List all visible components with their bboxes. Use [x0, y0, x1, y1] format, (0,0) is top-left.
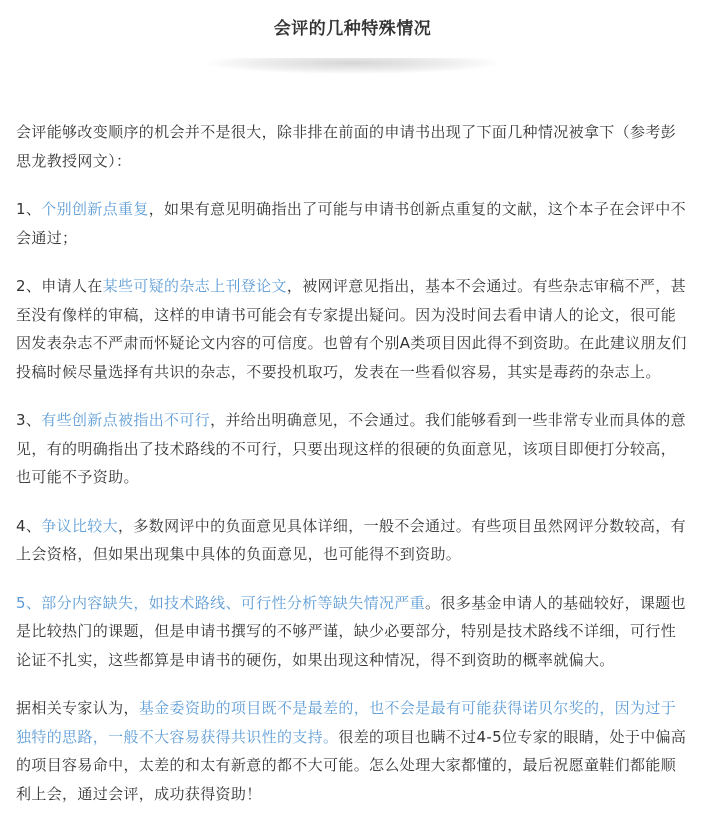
item-4-prefix: 4、	[16, 516, 42, 535]
item-1-text: ，如果有意见明确指出了可能与申请书创新点重复的文献，这个本子在会评中不会通过；	[16, 200, 686, 247]
item-3-highlight: 有些创新点被指出不可行	[41, 411, 211, 429]
item-4-text: ，多数网评中的负面意见具体详细，一般不会通过。有些项目虽然网评分数较高，有上会资格，但如果出现集中具体的负面意见，也可能得不到资助。	[16, 516, 686, 563]
conclusion-prefix: 据相关专家认为，	[16, 699, 139, 717]
item-2-prefix: 2、申请人在	[16, 277, 103, 295]
item-3-prefix: 3、	[16, 411, 42, 429]
article-body	[16, 118, 688, 828]
item-paragraph-4	[16, 512, 688, 569]
item-paragraph-5	[16, 589, 688, 675]
conclusion-paragraph	[16, 694, 688, 808]
conclusion-highlight: 基金委资助的项目既不是最差的，也不会是最有可能获得诺贝尔奖的，因为过于独特的思路，一般不大容易获得共识性的支持。	[16, 699, 677, 746]
item-2-text: ，被网评意见指出，基本不会通过。有些杂志审稿不严，甚至没有像样的审稿，这样的申请书可能会有专家提出疑问。因为没时间去看申请人的论文，很可能因发表杂志不严肃而怀疑论文内容的可信度。也曾有个别A类项目因此得不到资助。在此建议朋友们投稿时候尽量选择有共识的杂志，不要投机取巧，发表在一些看似容易，其实是毒药的杂志上。	[16, 277, 687, 381]
conclusion-text: 很差的项目也瞒不过4-5位专家的眼睛，处于中偏高的项目容易命中，太差的和太有新意的都不大可能。怎么处理大家都懂的，最后祝愿童鞋们都能顺利上会，通过会评，成功获得资助！	[16, 727, 687, 803]
item-4-highlight: 争议比较大	[41, 516, 119, 535]
item-1-highlight: 个别创新点重复	[41, 200, 149, 218]
item-3-text: ，并给出明确意见，不会通过。我们能够看到一些非常专业而具体的意见，有的明确指出了技术路线的不可行，只要出现这样的很硬的负面意见，该项目即便打分较高，也可能不予资助。	[16, 411, 686, 486]
item-paragraph-1	[16, 195, 688, 252]
item-paragraph-3	[16, 406, 688, 492]
page-title: 会评的几种特殊情况	[273, 19, 432, 39]
item-2-highlight: 某些可疑的杂志上刊登论文	[102, 277, 287, 295]
item-5-prefix: 5、	[16, 593, 42, 612]
item-paragraph-2	[16, 272, 688, 386]
item-5-text: 。很多基金申请人的基础较好，课题也是比较热门的课题，但是申请书撰写的不够严谨，缺少必要部分，特别是技术路线不详细，可行性论证不扎实，这些都算是申请书的硬伤，如果出现这种情况，得不到资助的概率就偏大。	[16, 593, 686, 669]
intro-paragraph: 会评能够改变顺序的机会并不是很大，除非排在前面的申请书出现了下面几种情况被拿下（参考彭思龙教授网文）：	[16, 123, 677, 170]
item-1-prefix: 1、	[16, 200, 42, 218]
item-5-highlight: 部分内容缺失，如技术路线、可行性分析等缺失情况严重	[41, 593, 426, 612]
